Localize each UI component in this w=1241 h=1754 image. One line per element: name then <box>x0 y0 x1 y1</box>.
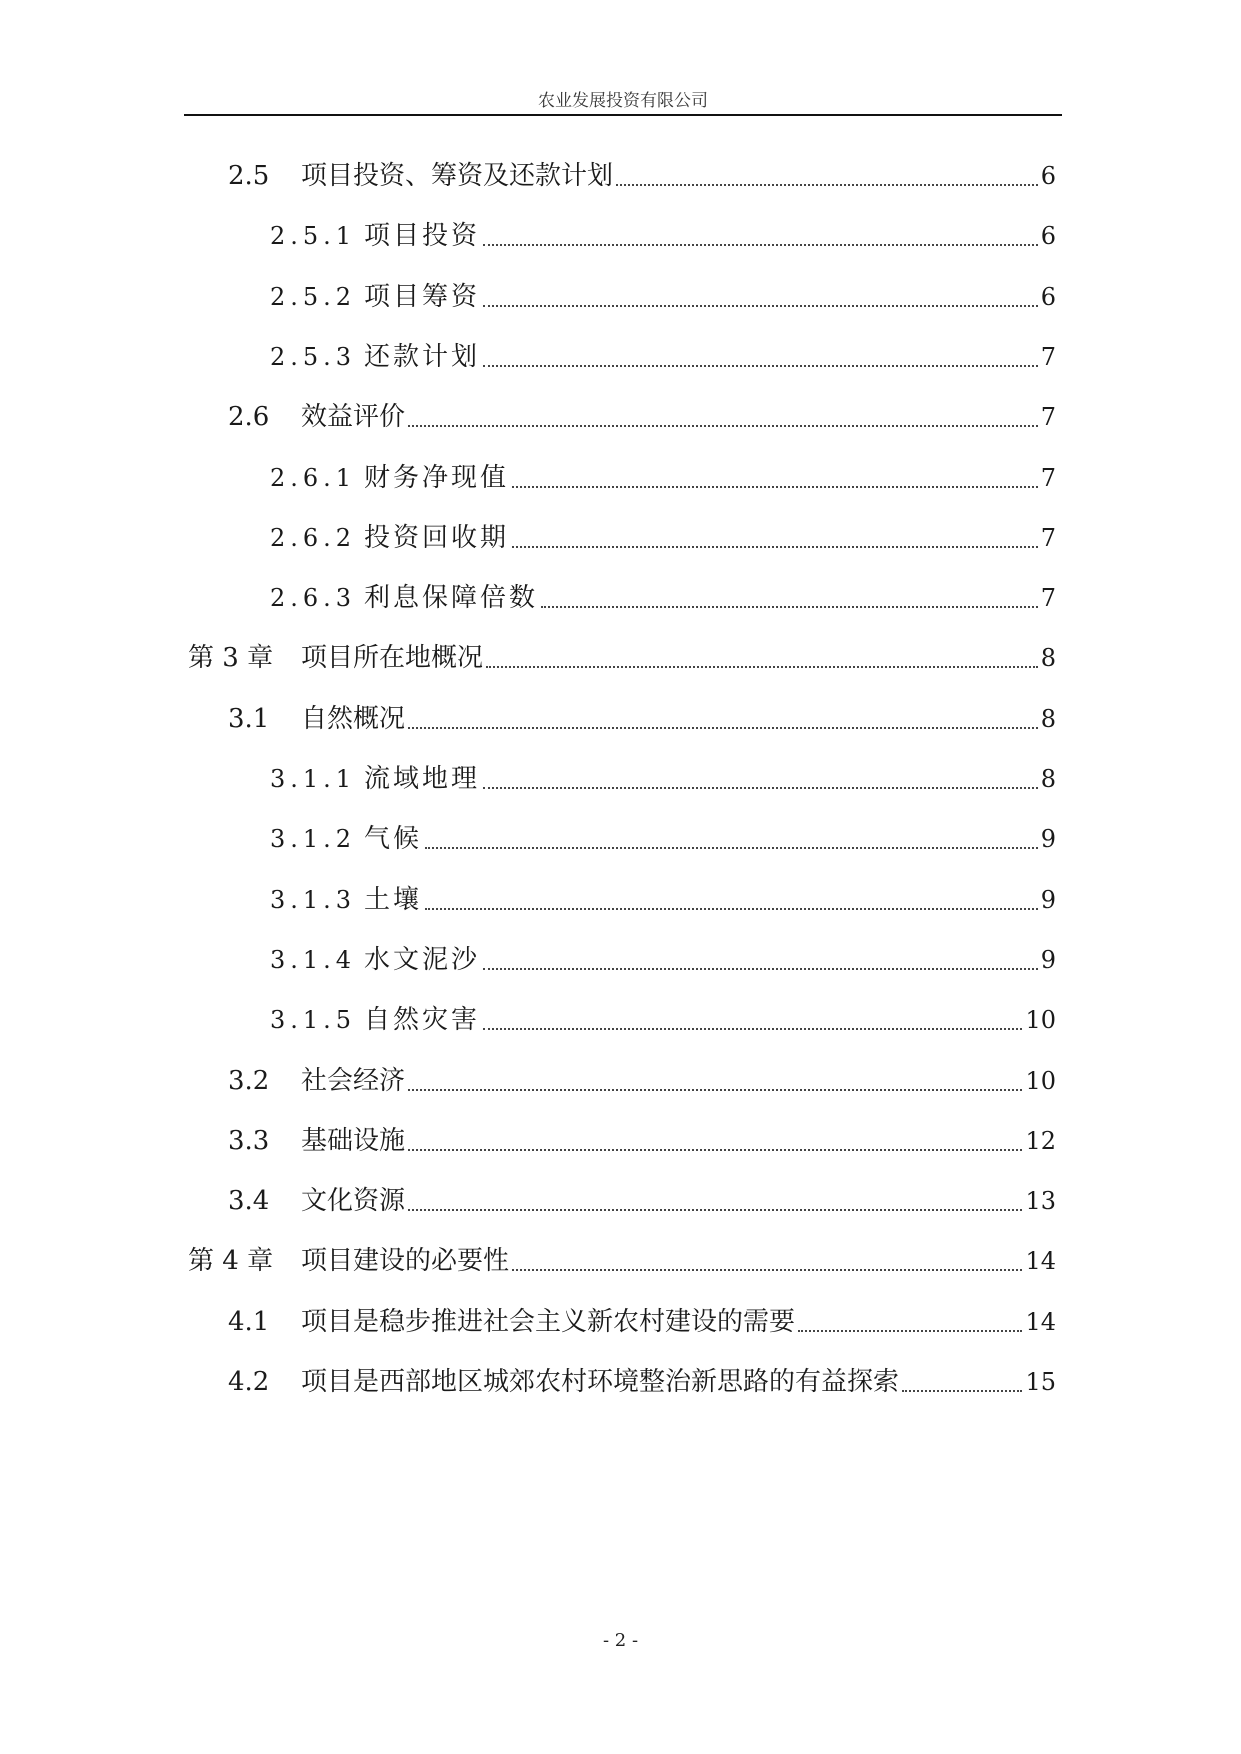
toc-entry-page: 10 <box>1025 1006 1056 1034</box>
toc-entry-page: 6 <box>1040 162 1056 190</box>
toc-entry-title: 项目是西部地区城郊农村环境整治新思路的有益探索 <box>301 1367 900 1397</box>
toc-entry-title: 项目是稳步推进社会主义新农村建设的需要 <box>301 1307 796 1337</box>
page-header: 农业发展投资有限公司 <box>538 91 708 111</box>
toc-entry-page: 14 <box>1025 1247 1056 1275</box>
toc-entry-title: 水文泥沙 <box>364 945 481 975</box>
toc-entry-title: 项目筹资 <box>364 282 481 312</box>
toc-entry-title: 自然概况 <box>301 704 406 734</box>
toc-entry-title: 投资回收期 <box>364 523 510 553</box>
toc-entry-page: 7 <box>1040 343 1056 371</box>
toc-entry-number: 3.1 <box>228 704 270 734</box>
toc-entry-number: 3.4 <box>228 1186 270 1216</box>
toc-entry-page: 7 <box>1040 403 1056 431</box>
toc-entry-page: 8 <box>1040 644 1056 672</box>
toc-dot-leader <box>408 727 1038 729</box>
toc-entry-number: 4.2 <box>228 1367 270 1397</box>
toc-entry[interactable] <box>270 518 1056 558</box>
toc-dot-leader <box>616 184 1038 186</box>
toc-entry[interactable] <box>270 759 1056 799</box>
toc-entry[interactable] <box>270 940 1056 980</box>
toc-entry-title: 文化资源 <box>301 1186 406 1216</box>
toc-entry-title: 利息保障倍数 <box>364 583 539 613</box>
toc-entry-number: 3.1.1 <box>270 765 357 793</box>
toc-entry-title: 还款计划 <box>364 342 481 372</box>
toc-entry-number: 3.3 <box>228 1126 270 1156</box>
toc-entry-title: 土壤 <box>364 885 423 915</box>
toc-entry-number: 4.1 <box>228 1307 270 1337</box>
toc-entry-page: 15 <box>1025 1368 1056 1396</box>
toc-entry-page: 13 <box>1025 1187 1056 1215</box>
toc-dot-leader <box>483 787 1038 789</box>
toc-entry-number: 3.2 <box>228 1066 270 1096</box>
toc-dot-leader <box>483 1028 1022 1030</box>
toc-dot-leader <box>408 1089 1022 1091</box>
toc-entry-number: 2.5.3 <box>270 343 357 371</box>
toc-dot-leader <box>512 546 1038 548</box>
toc-dot-leader <box>408 1149 1022 1151</box>
toc-entry-number: 2.5.2 <box>270 283 357 311</box>
toc-entry-page: 14 <box>1025 1308 1056 1336</box>
page-number: - 2 - <box>602 1630 639 1651</box>
toc-dot-leader <box>512 1269 1022 1271</box>
toc-entry-number: 第 3 章 <box>188 643 274 673</box>
toc-dot-leader <box>483 305 1038 307</box>
toc-entry-title: 项目投资、筹资及还款计划 <box>301 161 614 191</box>
toc-entry-number: 2.6.1 <box>270 464 357 492</box>
toc-entry-number: 2.6.2 <box>270 524 357 552</box>
toc-entry[interactable] <box>228 1061 1056 1101</box>
toc-dot-leader <box>425 908 1038 910</box>
toc-entry-title: 基础设施 <box>301 1126 406 1156</box>
toc-entry-title: 气候 <box>364 824 423 854</box>
toc-dot-leader <box>512 486 1038 488</box>
toc-entry-title: 项目投资 <box>364 221 481 251</box>
toc-entry[interactable] <box>270 1000 1056 1040</box>
toc-entry-title: 效益评价 <box>301 402 406 432</box>
toc-entry-number: 2.6 <box>228 402 270 432</box>
toc-dot-leader <box>902 1390 1022 1392</box>
toc-entry-number: 第 4 章 <box>188 1246 274 1276</box>
toc-entry-number: 3.1.2 <box>270 825 357 853</box>
toc-entry-title: 财务净现值 <box>364 463 510 493</box>
toc-entry-title: 流域地理 <box>364 764 481 794</box>
toc-entry-number: 2.6.3 <box>270 584 357 612</box>
toc-dot-leader <box>483 365 1038 367</box>
toc-entry-title: 项目所在地概况 <box>301 643 484 673</box>
toc-entry-page: 9 <box>1040 946 1056 974</box>
toc-entry-page: 9 <box>1040 825 1056 853</box>
header-rule <box>184 114 1062 116</box>
toc-entry[interactable] <box>270 277 1056 317</box>
toc-entry[interactable] <box>270 880 1056 920</box>
toc-dot-leader <box>408 1209 1022 1211</box>
toc-entry-page: 6 <box>1040 283 1056 311</box>
toc-entry-number: 3.1.3 <box>270 886 357 914</box>
toc-dot-leader <box>483 244 1038 246</box>
toc-dot-leader <box>408 425 1038 427</box>
toc-entry[interactable] <box>270 458 1056 498</box>
toc-entry[interactable] <box>270 337 1056 377</box>
toc-entry-title: 项目建设的必要性 <box>301 1246 510 1276</box>
toc-entry[interactable] <box>228 156 1056 196</box>
toc-entry[interactable] <box>270 578 1056 618</box>
toc-entry[interactable] <box>270 819 1056 859</box>
toc-entry[interactable] <box>188 1241 1056 1281</box>
toc-entry[interactable] <box>228 1181 1056 1221</box>
toc-entry-number: 2.5 <box>228 161 270 191</box>
toc-entry-number: 3.1.4 <box>270 946 357 974</box>
toc-entry-page: 12 <box>1025 1127 1056 1155</box>
toc-entry-page: 9 <box>1040 886 1056 914</box>
toc-dot-leader <box>798 1330 1022 1332</box>
toc-entry-title: 社会经济 <box>301 1066 406 1096</box>
toc-entry[interactable] <box>188 638 1056 678</box>
toc-entry-page: 10 <box>1025 1067 1056 1095</box>
toc-entry-page: 6 <box>1040 222 1056 250</box>
toc-entry[interactable] <box>270 216 1056 256</box>
toc-entry[interactable] <box>228 397 1056 437</box>
toc-entry-number: 2.5.1 <box>270 222 357 250</box>
toc-dot-leader <box>486 666 1038 668</box>
toc-entry-page: 7 <box>1040 584 1056 612</box>
toc-dot-leader <box>541 606 1038 608</box>
toc-dot-leader <box>425 847 1038 849</box>
toc-entry-title: 自然灾害 <box>364 1005 481 1035</box>
toc-dot-leader <box>483 968 1038 970</box>
toc-entry-page: 8 <box>1040 705 1056 733</box>
toc-entry-page: 7 <box>1040 524 1056 552</box>
toc-entry-number: 3.1.5 <box>270 1006 357 1034</box>
toc-entry[interactable] <box>228 1302 1056 1342</box>
toc-entry[interactable] <box>228 1121 1056 1161</box>
toc-entry-page: 7 <box>1040 464 1056 492</box>
toc-entry[interactable] <box>228 1362 1056 1402</box>
toc-entry[interactable] <box>228 699 1056 739</box>
toc-entry-page: 8 <box>1040 765 1056 793</box>
